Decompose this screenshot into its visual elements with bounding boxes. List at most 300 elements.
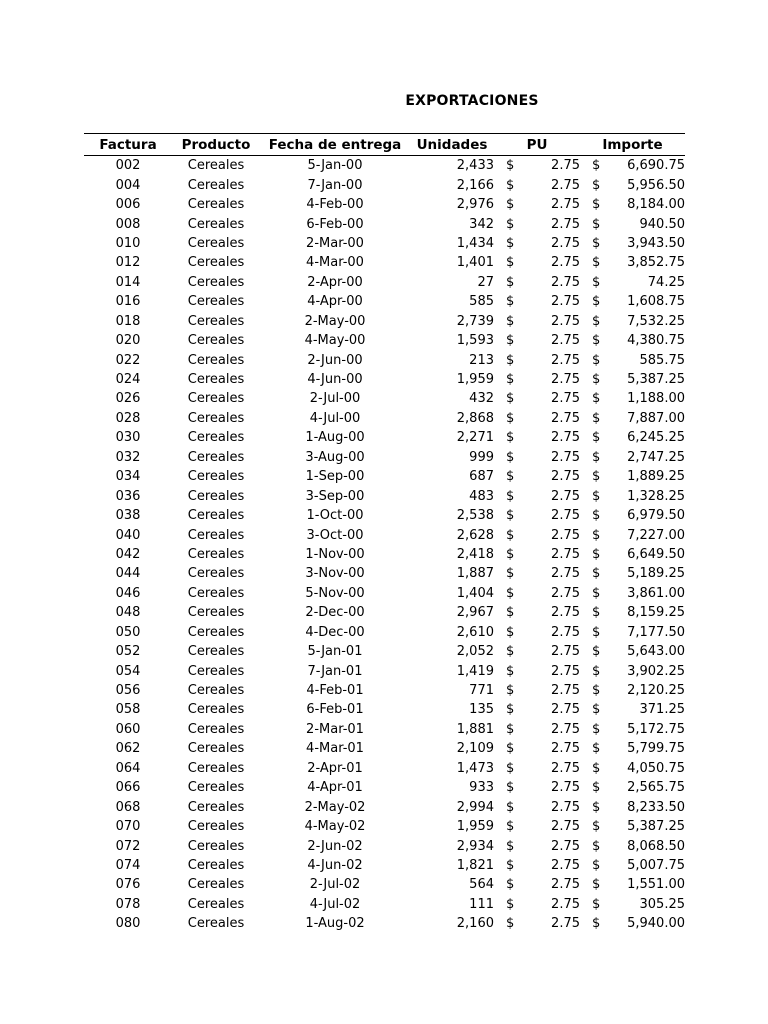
cell-fecha: 4-Apr-00 xyxy=(307,294,363,310)
cell-producto: Cereales xyxy=(187,741,245,757)
table-row xyxy=(84,370,685,389)
cell-fecha: 4-Apr-01 xyxy=(307,780,363,796)
cell-fecha: 4-Dec-00 xyxy=(305,624,365,640)
cell-fecha: 4-Jul-00 xyxy=(309,410,361,426)
cell-producto: Cereales xyxy=(187,216,245,232)
cell-producto: Cereales xyxy=(187,508,245,524)
cell-pu: 2.75 xyxy=(551,819,580,835)
cell-currency-pu: $ xyxy=(506,877,515,893)
cell-fecha: 4-Mar-01 xyxy=(306,741,364,757)
cell-currency-importe: $ xyxy=(592,508,601,524)
cell-currency-importe: $ xyxy=(592,702,601,718)
cell-currency-importe: $ xyxy=(592,877,601,893)
cell-producto: Cereales xyxy=(187,877,245,893)
cell-producto: Cereales xyxy=(187,760,245,776)
cell-factura: 068 xyxy=(115,799,141,815)
cell-factura: 010 xyxy=(115,235,141,251)
cell-pu: 2.75 xyxy=(551,197,580,213)
cell-fecha: 4-Jun-02 xyxy=(307,857,363,873)
cell-importe: 2,747.25 xyxy=(627,449,685,465)
cell-currency-importe: $ xyxy=(592,780,601,796)
table-row xyxy=(84,895,685,914)
cell-unidades: 2,271 xyxy=(456,430,494,446)
cell-factura: 054 xyxy=(115,663,141,679)
cell-pu: 2.75 xyxy=(551,644,580,660)
cell-currency-importe: $ xyxy=(592,838,601,854)
cell-unidades: 2,160 xyxy=(456,916,494,932)
cell-currency-importe: $ xyxy=(592,605,601,621)
cell-unidades: 213 xyxy=(469,352,494,368)
table-row xyxy=(84,545,685,564)
cell-currency-importe: $ xyxy=(592,410,601,426)
cell-fecha: 2-Jun-00 xyxy=(307,352,363,368)
header-pu: PU xyxy=(526,136,548,153)
cell-factura: 066 xyxy=(115,780,141,796)
cell-unidades: 342 xyxy=(469,216,494,232)
cell-importe: 3,852.75 xyxy=(627,255,685,271)
cell-currency-importe: $ xyxy=(592,546,601,562)
cell-importe: 5,940.00 xyxy=(627,916,685,932)
cell-importe: 7,887.00 xyxy=(627,410,685,426)
cell-pu: 2.75 xyxy=(551,702,580,718)
table-row xyxy=(84,720,685,739)
cell-currency-pu: $ xyxy=(506,896,515,912)
cell-currency-pu: $ xyxy=(506,663,515,679)
cell-currency-pu: $ xyxy=(506,644,515,660)
cell-importe: 2,565.75 xyxy=(627,780,685,796)
table-row xyxy=(84,817,685,836)
cell-currency-pu: $ xyxy=(506,605,515,621)
cell-unidades: 2,433 xyxy=(456,158,494,174)
cell-currency-pu: $ xyxy=(506,410,515,426)
cell-producto: Cereales xyxy=(187,430,245,446)
table-row xyxy=(84,253,685,272)
cell-pu: 2.75 xyxy=(551,255,580,271)
cell-pu: 2.75 xyxy=(551,469,580,485)
cell-pu: 2.75 xyxy=(551,391,580,407)
table-row xyxy=(84,156,685,175)
cell-currency-importe: $ xyxy=(592,333,601,349)
cell-fecha: 3-Oct-00 xyxy=(306,527,364,543)
cell-producto: Cereales xyxy=(187,333,245,349)
cell-pu: 2.75 xyxy=(551,566,580,582)
cell-factura: 024 xyxy=(115,372,141,388)
cell-factura: 052 xyxy=(115,644,141,660)
cell-unidades: 1,401 xyxy=(456,255,494,271)
cell-factura: 020 xyxy=(115,333,141,349)
cell-unidades: 1,881 xyxy=(456,721,494,737)
cell-currency-pu: $ xyxy=(506,508,515,524)
cell-fecha: 6-Feb-01 xyxy=(306,702,364,718)
cell-fecha: 2-Mar-00 xyxy=(306,235,364,251)
cell-factura: 012 xyxy=(115,255,141,271)
cell-fecha: 1-Aug-00 xyxy=(305,430,365,446)
cell-importe: 5,172.75 xyxy=(627,721,685,737)
cell-importe: 5,643.00 xyxy=(627,644,685,660)
cell-fecha: 1-Sep-00 xyxy=(305,469,365,485)
cell-pu: 2.75 xyxy=(551,527,580,543)
cell-importe: 8,233.50 xyxy=(627,799,685,815)
cell-factura: 078 xyxy=(115,896,141,912)
cell-importe: 6,245.25 xyxy=(627,430,685,446)
cell-currency-importe: $ xyxy=(592,721,601,737)
cell-unidades: 1,419 xyxy=(456,663,494,679)
cell-currency-pu: $ xyxy=(506,566,515,582)
cell-currency-importe: $ xyxy=(592,896,601,912)
cell-unidades: 432 xyxy=(469,391,494,407)
cell-unidades: 1,593 xyxy=(456,333,494,349)
cell-unidades: 771 xyxy=(469,683,494,699)
cell-producto: Cereales xyxy=(187,255,245,271)
cell-pu: 2.75 xyxy=(551,896,580,912)
cell-producto: Cereales xyxy=(187,197,245,213)
cell-unidades: 27 xyxy=(477,274,494,290)
cell-fecha: 2-May-02 xyxy=(304,799,366,815)
cell-producto: Cereales xyxy=(187,721,245,737)
cell-fecha: 3-Nov-00 xyxy=(305,566,365,582)
cell-currency-importe: $ xyxy=(592,663,601,679)
cell-unidades: 585 xyxy=(469,294,494,310)
cell-importe: 940.50 xyxy=(639,216,685,232)
cell-factura: 038 xyxy=(115,508,141,524)
cell-producto: Cereales xyxy=(187,488,245,504)
table-row xyxy=(84,486,685,505)
table-row xyxy=(84,273,685,292)
cell-unidades: 2,610 xyxy=(456,624,494,640)
cell-currency-pu: $ xyxy=(506,488,515,504)
cell-importe: 585.75 xyxy=(639,352,685,368)
cell-fecha: 5-Jan-00 xyxy=(307,158,363,174)
cell-currency-pu: $ xyxy=(506,430,515,446)
cell-pu: 2.75 xyxy=(551,799,580,815)
sheet-title: EXPORTACIONES xyxy=(405,93,539,109)
cell-currency-importe: $ xyxy=(592,741,601,757)
cell-currency-importe: $ xyxy=(592,760,601,776)
cell-pu: 2.75 xyxy=(551,683,580,699)
cell-currency-importe: $ xyxy=(592,313,601,329)
cell-importe: 5,189.25 xyxy=(627,566,685,582)
cell-currency-importe: $ xyxy=(592,683,601,699)
cell-fecha: 2-Jul-02 xyxy=(309,877,361,893)
cell-pu: 2.75 xyxy=(551,216,580,232)
table-row xyxy=(84,759,685,778)
cell-pu: 2.75 xyxy=(551,721,580,737)
cell-currency-importe: $ xyxy=(592,819,601,835)
cell-currency-importe: $ xyxy=(592,177,601,193)
cell-currency-pu: $ xyxy=(506,857,515,873)
cell-producto: Cereales xyxy=(187,274,245,290)
cell-factura: 062 xyxy=(115,741,141,757)
cell-importe: 7,532.25 xyxy=(627,313,685,329)
cell-producto: Cereales xyxy=(187,294,245,310)
cell-pu: 2.75 xyxy=(551,235,580,251)
cell-importe: 74.25 xyxy=(647,274,685,290)
table-row xyxy=(84,195,685,214)
cell-unidades: 1,821 xyxy=(456,857,494,873)
cell-currency-importe: $ xyxy=(592,274,601,290)
cell-unidades: 2,967 xyxy=(456,605,494,621)
cell-currency-pu: $ xyxy=(506,294,515,310)
cell-factura: 048 xyxy=(115,605,141,621)
header-factura: Factura xyxy=(99,136,157,153)
cell-currency-importe: $ xyxy=(592,857,601,873)
cell-importe: 3,902.25 xyxy=(627,663,685,679)
table-row xyxy=(84,214,685,233)
cell-producto: Cereales xyxy=(187,799,245,815)
table-row xyxy=(84,836,685,855)
cell-currency-pu: $ xyxy=(506,313,515,329)
cell-currency-pu: $ xyxy=(506,916,515,932)
cell-unidades: 2,109 xyxy=(456,741,494,757)
cell-importe: 5,007.75 xyxy=(627,857,685,873)
cell-producto: Cereales xyxy=(187,158,245,174)
cell-fecha: 5-Nov-00 xyxy=(305,585,365,601)
cell-factura: 014 xyxy=(115,274,141,290)
cell-importe: 5,387.25 xyxy=(627,372,685,388)
cell-fecha: 1-Aug-02 xyxy=(305,916,365,932)
cell-currency-importe: $ xyxy=(592,216,601,232)
cell-unidades: 2,994 xyxy=(456,799,494,815)
cell-factura: 018 xyxy=(115,313,141,329)
cell-currency-pu: $ xyxy=(506,235,515,251)
cell-fecha: 3-Sep-00 xyxy=(305,488,365,504)
cell-currency-importe: $ xyxy=(592,255,601,271)
cell-pu: 2.75 xyxy=(551,624,580,640)
cell-importe: 371.25 xyxy=(639,702,685,718)
cell-fecha: 7-Jan-01 xyxy=(307,663,363,679)
cell-producto: Cereales xyxy=(187,624,245,640)
table-row xyxy=(84,797,685,816)
cell-importe: 6,649.50 xyxy=(627,546,685,562)
cell-unidades: 2,628 xyxy=(456,527,494,543)
cell-fecha: 3-Aug-00 xyxy=(305,449,365,465)
cell-factura: 002 xyxy=(115,158,141,174)
cell-factura: 044 xyxy=(115,566,141,582)
cell-pu: 2.75 xyxy=(551,177,580,193)
cell-pu: 2.75 xyxy=(551,313,580,329)
cell-unidades: 687 xyxy=(469,469,494,485)
cell-producto: Cereales xyxy=(187,177,245,193)
cell-importe: 5,799.75 xyxy=(627,741,685,757)
cell-fecha: 2-Jul-00 xyxy=(309,391,361,407)
cell-pu: 2.75 xyxy=(551,449,580,465)
cell-factura: 042 xyxy=(115,546,141,562)
cell-importe: 8,159.25 xyxy=(627,605,685,621)
cell-factura: 026 xyxy=(115,391,141,407)
cell-importe: 1,551.00 xyxy=(627,877,685,893)
cell-importe: 2,120.25 xyxy=(627,683,685,699)
cell-importe: 8,068.50 xyxy=(627,838,685,854)
cell-currency-importe: $ xyxy=(592,430,601,446)
cell-importe: 8,184.00 xyxy=(627,197,685,213)
cell-currency-importe: $ xyxy=(592,469,601,485)
header-producto: Producto xyxy=(181,136,251,153)
cell-producto: Cereales xyxy=(187,546,245,562)
cell-importe: 6,690.75 xyxy=(627,158,685,174)
table-row xyxy=(84,506,685,525)
cell-pu: 2.75 xyxy=(551,333,580,349)
cell-pu: 2.75 xyxy=(551,488,580,504)
cell-importe: 1,608.75 xyxy=(627,294,685,310)
table-row xyxy=(84,312,685,331)
header-importe: Importe xyxy=(602,136,663,153)
cell-currency-pu: $ xyxy=(506,274,515,290)
cell-currency-pu: $ xyxy=(506,197,515,213)
cell-pu: 2.75 xyxy=(551,857,580,873)
cell-factura: 028 xyxy=(115,410,141,426)
table-row xyxy=(84,292,685,311)
cell-factura: 022 xyxy=(115,352,141,368)
table-row xyxy=(84,739,685,758)
cell-producto: Cereales xyxy=(187,780,245,796)
header-fecha: Fecha de entrega xyxy=(268,136,402,153)
cell-currency-pu: $ xyxy=(506,780,515,796)
table-row xyxy=(84,856,685,875)
table-row xyxy=(84,564,685,583)
cell-producto: Cereales xyxy=(187,566,245,582)
cell-pu: 2.75 xyxy=(551,877,580,893)
cell-pu: 2.75 xyxy=(551,741,580,757)
table-row xyxy=(84,623,685,642)
table-row xyxy=(84,409,685,428)
cell-currency-pu: $ xyxy=(506,527,515,543)
cell-producto: Cereales xyxy=(187,352,245,368)
cell-importe: 1,889.25 xyxy=(627,469,685,485)
cell-importe: 7,177.50 xyxy=(627,624,685,640)
cell-fecha: 7-Jan-00 xyxy=(307,177,363,193)
cell-currency-pu: $ xyxy=(506,741,515,757)
table-row xyxy=(84,700,685,719)
cell-producto: Cereales xyxy=(187,857,245,873)
cell-producto: Cereales xyxy=(187,449,245,465)
cell-importe: 3,861.00 xyxy=(627,585,685,601)
cell-pu: 2.75 xyxy=(551,916,580,932)
cell-currency-pu: $ xyxy=(506,721,515,737)
cell-fecha: 5-Jan-01 xyxy=(307,644,363,660)
cell-currency-importe: $ xyxy=(592,527,601,543)
cell-factura: 006 xyxy=(115,197,141,213)
cell-currency-importe: $ xyxy=(592,644,601,660)
cell-currency-pu: $ xyxy=(506,449,515,465)
cell-currency-importe: $ xyxy=(592,916,601,932)
cell-unidades: 2,052 xyxy=(456,644,494,660)
cell-fecha: 1-Oct-00 xyxy=(306,508,364,524)
cell-factura: 070 xyxy=(115,819,141,835)
cell-unidades: 1,473 xyxy=(456,760,494,776)
cell-factura: 030 xyxy=(115,430,141,446)
cell-factura: 046 xyxy=(115,585,141,601)
cell-pu: 2.75 xyxy=(551,430,580,446)
cell-producto: Cereales xyxy=(187,683,245,699)
cell-currency-importe: $ xyxy=(592,197,601,213)
cell-importe: 6,979.50 xyxy=(627,508,685,524)
cell-factura: 040 xyxy=(115,527,141,543)
cell-producto: Cereales xyxy=(187,469,245,485)
cell-unidades: 1,959 xyxy=(456,819,494,835)
cell-currency-pu: $ xyxy=(506,702,515,718)
cell-unidades: 2,868 xyxy=(456,410,494,426)
table-row xyxy=(84,389,685,408)
cell-factura: 050 xyxy=(115,624,141,640)
cell-pu: 2.75 xyxy=(551,760,580,776)
cell-factura: 072 xyxy=(115,838,141,854)
cell-unidades: 999 xyxy=(469,449,494,465)
cell-factura: 080 xyxy=(115,916,141,932)
cell-currency-pu: $ xyxy=(506,546,515,562)
cell-factura: 004 xyxy=(115,177,141,193)
cell-pu: 2.75 xyxy=(551,294,580,310)
cell-unidades: 2,418 xyxy=(456,546,494,562)
cell-currency-pu: $ xyxy=(506,177,515,193)
table-header xyxy=(84,133,685,156)
cell-fecha: 4-Mar-00 xyxy=(306,255,364,271)
cell-producto: Cereales xyxy=(187,838,245,854)
cell-fecha: 2-Mar-01 xyxy=(306,721,364,737)
cell-currency-pu: $ xyxy=(506,819,515,835)
cell-unidades: 564 xyxy=(469,877,494,893)
cell-unidades: 2,739 xyxy=(456,313,494,329)
cell-currency-importe: $ xyxy=(592,585,601,601)
cell-fecha: 6-Feb-00 xyxy=(306,216,364,232)
table-row xyxy=(84,642,685,661)
cell-fecha: 4-Jul-02 xyxy=(309,896,361,912)
table-row xyxy=(84,914,685,933)
cell-unidades: 1,434 xyxy=(456,235,494,251)
cell-fecha: 1-Nov-00 xyxy=(305,546,365,562)
table-row xyxy=(84,331,685,350)
cell-currency-importe: $ xyxy=(592,294,601,310)
cell-unidades: 111 xyxy=(469,896,494,912)
table-row xyxy=(84,525,685,544)
cell-pu: 2.75 xyxy=(551,605,580,621)
table-row xyxy=(84,467,685,486)
header-unidades: Unidades xyxy=(416,136,488,153)
cell-pu: 2.75 xyxy=(551,372,580,388)
cell-factura: 056 xyxy=(115,683,141,699)
cell-currency-importe: $ xyxy=(592,624,601,640)
cell-importe: 4,050.75 xyxy=(627,760,685,776)
cell-producto: Cereales xyxy=(187,372,245,388)
cell-currency-pu: $ xyxy=(506,585,515,601)
cell-pu: 2.75 xyxy=(551,410,580,426)
cell-unidades: 2,538 xyxy=(456,508,494,524)
cell-fecha: 4-Feb-01 xyxy=(306,683,364,699)
cell-producto: Cereales xyxy=(187,527,245,543)
cell-unidades: 2,934 xyxy=(456,838,494,854)
cell-pu: 2.75 xyxy=(551,780,580,796)
cell-producto: Cereales xyxy=(187,235,245,251)
table-row xyxy=(84,778,685,797)
cell-pu: 2.75 xyxy=(551,585,580,601)
table-row xyxy=(84,234,685,253)
cell-currency-pu: $ xyxy=(506,391,515,407)
cell-producto: Cereales xyxy=(187,410,245,426)
table-body xyxy=(84,156,685,934)
cell-currency-importe: $ xyxy=(592,235,601,251)
cell-currency-pu: $ xyxy=(506,760,515,776)
cell-pu: 2.75 xyxy=(551,274,580,290)
cell-importe: 5,956.50 xyxy=(627,177,685,193)
cell-factura: 032 xyxy=(115,449,141,465)
cell-pu: 2.75 xyxy=(551,838,580,854)
cell-pu: 2.75 xyxy=(551,508,580,524)
cell-currency-pu: $ xyxy=(506,624,515,640)
cell-unidades: 1,887 xyxy=(456,566,494,582)
cell-factura: 064 xyxy=(115,760,141,776)
cell-currency-pu: $ xyxy=(506,352,515,368)
cell-pu: 2.75 xyxy=(551,546,580,562)
cell-producto: Cereales xyxy=(187,819,245,835)
